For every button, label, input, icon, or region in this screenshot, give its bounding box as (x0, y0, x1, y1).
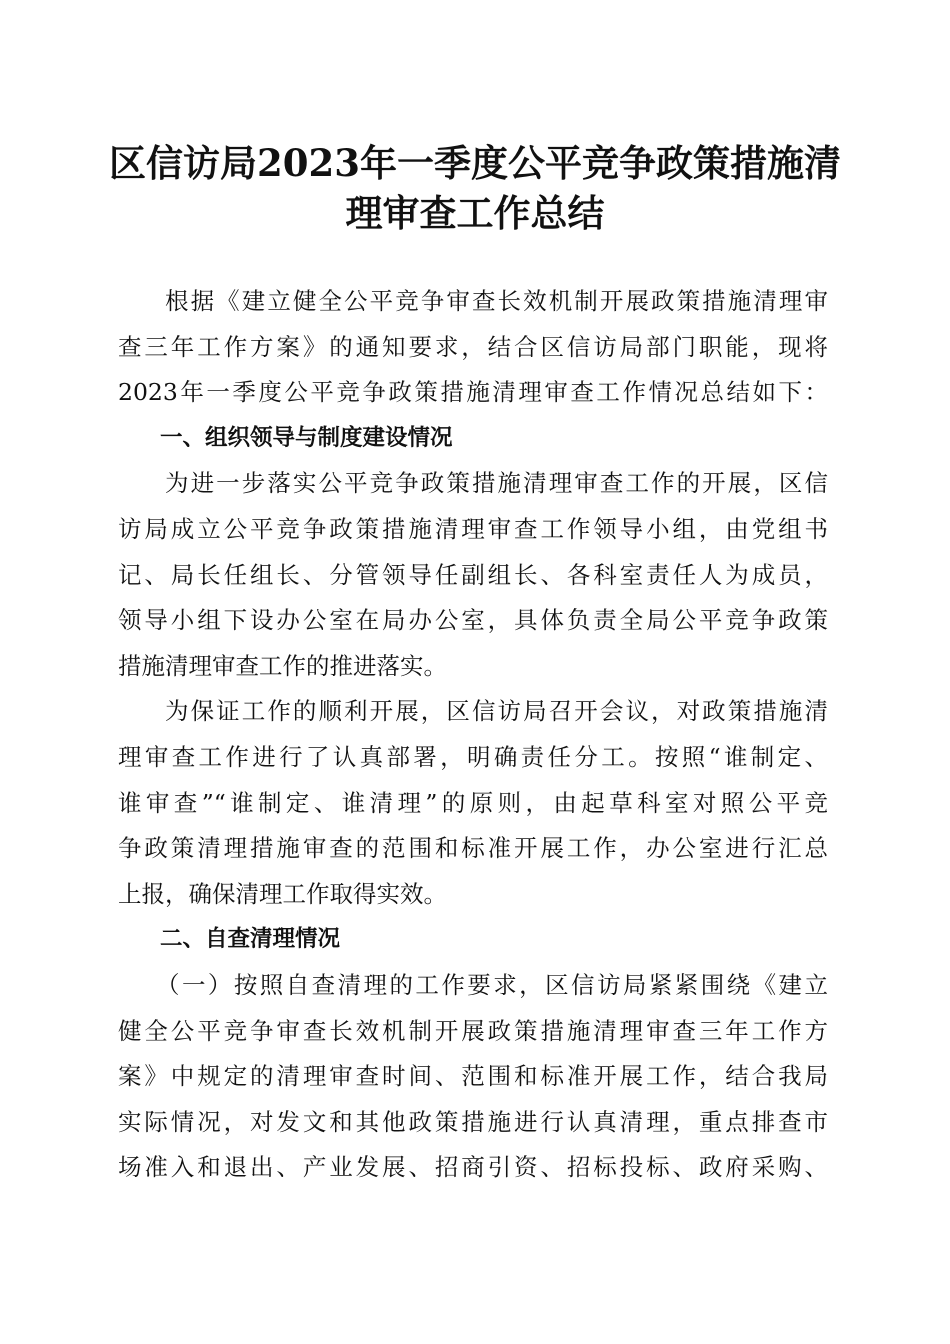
paragraph-line: 查三年工作方案》的通知要求，结合区信访局部门职能，现将 (118, 332, 828, 361)
paragraph-line: 场准入和退出、产业发展、招商引资、招标投标、政府采购、 (118, 1153, 828, 1182)
section-heading-2: 二、自查清理情况 (160, 926, 341, 953)
paragraph-line: 健全公平竞争审查长效机制开展政策措施清理审查三年工作方 (118, 1016, 828, 1045)
paragraph-line: 措施清理审查工作的推进落实。 (118, 651, 447, 680)
paragraph-line: 访局成立公平竞争政策措施清理审查工作领导小组，由党组书 (118, 514, 828, 543)
section-1-paragraph-1 (118, 461, 828, 689)
document-title (100, 138, 850, 238)
paragraph-line: 记、局长任组长、分管领导任副组长、各科室责任人为成员， (118, 560, 828, 589)
document-title-line: 区信访局2023年一季度公平竞争政策措施清 (109, 141, 841, 185)
paragraph-line: 谁审查”“谁制定、谁清理”的原则，由起草科室对照公平竞 (118, 788, 828, 817)
intro-paragraph (118, 279, 828, 416)
paragraph-line: 案》中规定的清理审查时间、范围和标准开展工作，结合我局 (118, 1062, 828, 1091)
paragraph-line: 根据《建立健全公平竞争审查长效机制开展政策措施清理审 (165, 287, 828, 315)
document-title-line: 理审查工作总结 (345, 191, 605, 235)
section-heading-1: 一、组织领导与制度建设情况 (160, 424, 453, 451)
section-1-paragraph-2 (118, 689, 828, 917)
paragraph-line: 理审查工作进行了认真部署，明确责任分工。按照“谁制定、 (118, 742, 828, 771)
paragraph-line: （一）按照自查清理的工作要求，区信访局紧紧围绕《建立 (156, 970, 828, 999)
paragraph-line: 2023年一季度公平竞争政策措施清理审查工作情况总结如下： (118, 378, 828, 407)
section-2-paragraph-1 (118, 963, 828, 1191)
paragraph-line: 上报，确保清理工作取得实效。 (118, 879, 447, 908)
document-body (118, 279, 828, 1191)
paragraph-line: 实际情况，对发文和其他政策措施进行认真清理，重点排查市 (118, 1107, 828, 1136)
paragraph-line: 争政策清理措施审查的范围和标准开展工作，办公室进行汇总 (118, 834, 828, 863)
paragraph-line: 为进一步落实公平竞争政策措施清理审查工作的开展，区信 (165, 469, 828, 498)
paragraph-line: 领导小组下设办公室在局办公室，具体负责全局公平竞争政策 (118, 606, 828, 635)
paragraph-line: 为保证工作的顺利开展，区信访局召开会议，对政策措施清 (165, 697, 828, 726)
